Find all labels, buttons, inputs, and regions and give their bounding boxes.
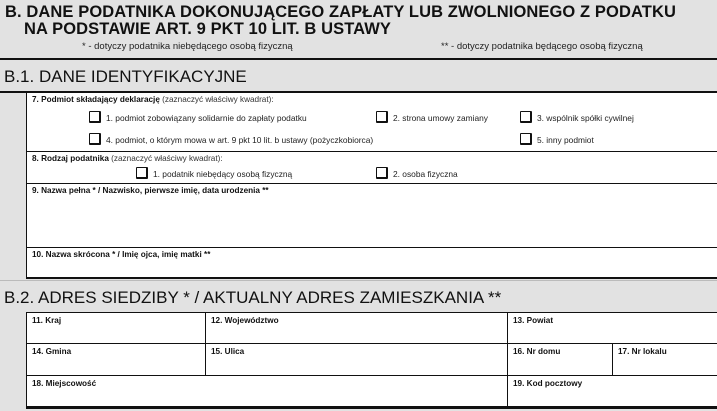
b2-form xyxy=(26,312,717,409)
b1-heading: B.1. DANE IDENTYFIKACYJNE xyxy=(0,60,717,93)
field-7-podmiot xyxy=(27,93,717,152)
field-13-powiat[interactable]: 13. Powiat xyxy=(508,313,717,344)
field-9-nazwa-pelna[interactable] xyxy=(27,184,717,248)
checkbox-icon[interactable] xyxy=(136,167,148,179)
field-16-nr-domu[interactable]: 16. Nr domu xyxy=(508,344,613,376)
note-double-asterisk: ** - dotyczy podatnika będącego osobą fizyczną xyxy=(441,41,643,52)
b1-form xyxy=(26,93,717,279)
checkbox-icon[interactable] xyxy=(89,133,101,145)
field-11-kraj[interactable]: 11. Kraj xyxy=(27,313,206,344)
field-8-option-2[interactable]: 2. osoba fizyczna xyxy=(376,167,458,179)
field-15-ulica[interactable]: 15. Ulica xyxy=(206,344,508,376)
field-7-option-5[interactable]: 5. inny podmiot xyxy=(520,133,594,145)
field-18-miejscowosc[interactable]: 18. Miejscowość xyxy=(27,376,508,407)
section-b-title-line1: B. DANE PODATNIKA DOKONUJĄCEGO ZAPŁATY LUB ZWOLNIONEGO Z PODATKU xyxy=(5,3,676,21)
field-10-label: 10. Nazwa skrócona * / Imię ojca, imię matki ** xyxy=(32,250,211,259)
note-single-asterisk: * - dotyczy podatnika niebędącego osobą fizyczną xyxy=(82,41,293,52)
checkbox-icon[interactable] xyxy=(376,111,388,123)
field-9-label: 9. Nazwa pełna * / Nazwisko, pierwsze imię, data urodzenia ** xyxy=(32,186,269,195)
field-7-option-4[interactable]: 4. podmiot, o którym mowa w art. 9 pkt 10 lit. b ustawy (pożyczkobiorca) xyxy=(89,133,373,145)
field-8-label: 8. Rodzaj podatnika (zaznaczyć właściwy kwadrat): xyxy=(32,154,223,163)
field-7-option-1[interactable]: 1. podmiot zobowiązany solidarnie do zapłaty podatku xyxy=(89,111,307,123)
field-7-label: 7. Podmiot składający deklarację (zaznaczyć właściwy kwadrat): xyxy=(32,95,274,104)
checkbox-icon[interactable] xyxy=(520,111,532,123)
field-10-nazwa-skrocona[interactable] xyxy=(27,248,717,279)
field-7-option-3[interactable]: 3. wspólnik spółki cywilnej xyxy=(520,111,634,123)
field-8-rodzaj-podatnika xyxy=(27,152,717,184)
checkbox-icon[interactable] xyxy=(376,167,388,179)
field-19-kod-pocztowy[interactable]: 19. Kod pocztowy xyxy=(513,379,583,388)
field-7-option-2[interactable]: 2. strona umowy zamiany xyxy=(376,111,488,123)
field-17-nr-lokalu[interactable]: 17. Nr lokalu xyxy=(613,344,717,376)
section-b-header xyxy=(0,0,717,60)
field-14-gmina[interactable]: 14. Gmina xyxy=(27,344,206,376)
b2-heading: B.2. ADRES SIEDZIBY * / AKTUALNY ADRES ZAMIESZKANIA ** xyxy=(0,280,717,313)
checkbox-icon[interactable] xyxy=(520,133,532,145)
field-12-wojewodztwo[interactable]: 12. Województwo xyxy=(206,313,508,344)
checkbox-icon[interactable] xyxy=(89,111,101,123)
field-8-option-1[interactable]: 1. podatnik niebędący osobą fizyczną xyxy=(136,167,292,179)
section-b-title-line2: NA PODSTAWIE ART. 9 PKT 10 LIT. B USTAWY xyxy=(24,20,392,38)
